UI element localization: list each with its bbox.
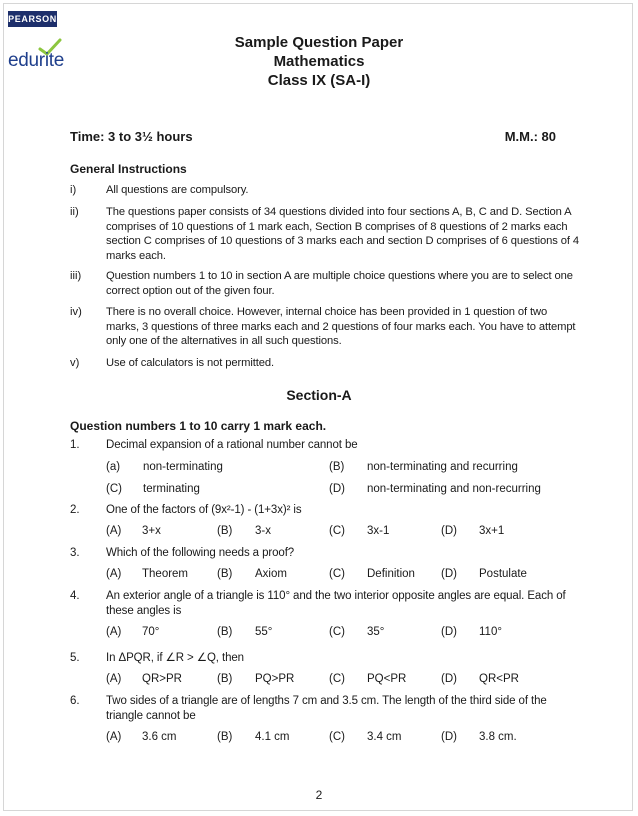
option-label: (A) bbox=[106, 673, 122, 685]
option-label: (B) bbox=[217, 731, 233, 743]
option-label: (D) bbox=[441, 731, 457, 743]
paper-title: Sample Question Paper bbox=[234, 34, 404, 51]
option bbox=[441, 673, 519, 685]
section-heading: Section-A bbox=[286, 387, 352, 403]
instruction-number: iii) bbox=[70, 270, 82, 282]
page-number: 2 bbox=[315, 788, 323, 802]
general-instructions-heading: General Instructions bbox=[70, 162, 187, 176]
section-note: Question numbers 1 to 10 carry 1 mark each. bbox=[70, 419, 327, 433]
option-label: (C) bbox=[329, 673, 345, 685]
question-number: 5. bbox=[70, 652, 80, 664]
option bbox=[329, 568, 415, 580]
question-text: An exterior angle of a triangle is 110° and the two interior opposite angles are equal. Each of these angles is bbox=[106, 590, 566, 617]
instruction-text: Question numbers 1 to 10 in section A are multiple choice questions where you are to select one correct option out of the given four. bbox=[106, 270, 573, 297]
option-value: non-terminating and non-recurring bbox=[367, 483, 541, 495]
option bbox=[441, 731, 517, 743]
option-label: (D) bbox=[441, 673, 457, 685]
option bbox=[106, 731, 177, 743]
option-value: PQ<PR bbox=[367, 673, 407, 685]
instruction-text: The questions paper consists of 34 questions divided into four sections A, B, C and D. Section A comprises of 10 questions of 1 mark each, Section B comprises of 8 questions of 2 marks each section C comprises of 10 questions of 3 marks each and section D comprises of 6 questions of 4 marks each. bbox=[106, 206, 580, 262]
option-value: terminating bbox=[143, 483, 200, 495]
option-value: Postulate bbox=[479, 568, 527, 580]
question-text: One of the factors of (9x²-1) - (1+3x)² is bbox=[106, 504, 302, 516]
instruction-text: There is no overall choice. However, internal choice has been provided in 1 question of two marks, 3 questions of three marks each and 2 questions of four marks each. You have to attempt only one of the alternatives in all such questions. bbox=[106, 306, 576, 347]
option-label: (a) bbox=[106, 461, 121, 473]
option bbox=[329, 626, 385, 638]
option bbox=[106, 525, 161, 537]
option-label: (B) bbox=[217, 568, 233, 580]
paper-titles bbox=[0, 33, 638, 90]
option bbox=[106, 673, 182, 685]
option bbox=[217, 731, 290, 743]
option-value: Theorem bbox=[142, 568, 189, 580]
option-value: 3.8 cm. bbox=[479, 731, 517, 743]
edurite-logo-text: edurite bbox=[8, 50, 64, 71]
option-label: (A) bbox=[106, 568, 122, 580]
page-border bbox=[3, 3, 633, 811]
option-value: 55° bbox=[255, 626, 273, 638]
option-label: (C) bbox=[329, 626, 345, 638]
option-label: (A) bbox=[106, 731, 122, 743]
option-value: Axiom bbox=[255, 568, 287, 580]
option-value: 3-x bbox=[255, 525, 271, 537]
option-value: 3.4 cm bbox=[367, 731, 402, 743]
question-text: In ΔPQR, if ∠R > ∠Q, then bbox=[106, 652, 244, 664]
option bbox=[329, 525, 390, 537]
option bbox=[106, 626, 160, 638]
instruction-text: All questions are compulsory. bbox=[106, 184, 249, 196]
instruction-number: i) bbox=[70, 184, 77, 196]
option bbox=[329, 483, 541, 495]
option-value: non-terminating bbox=[143, 461, 223, 473]
option-label: (B) bbox=[217, 525, 233, 537]
option-value: non-terminating and recurring bbox=[367, 461, 518, 473]
option bbox=[106, 483, 200, 495]
class-title: Class IX (SA-I) bbox=[267, 72, 371, 89]
option-label: (D) bbox=[329, 483, 345, 495]
option bbox=[217, 525, 271, 537]
option bbox=[329, 731, 402, 743]
option-label: (B) bbox=[217, 626, 233, 638]
option-value: QR<PR bbox=[479, 673, 519, 685]
instruction-number: iv) bbox=[70, 306, 82, 318]
option-label: (B) bbox=[329, 461, 345, 473]
option-value: Definition bbox=[367, 568, 415, 580]
option-value: 3+x bbox=[142, 525, 161, 537]
option-value: 70° bbox=[142, 626, 160, 638]
option bbox=[106, 568, 189, 580]
instruction-text: Use of calculators is not permitted. bbox=[106, 357, 275, 369]
time-label: Time: 3 to 3½ hours bbox=[70, 129, 193, 144]
option-value: 35° bbox=[367, 626, 385, 638]
option-value: QR>PR bbox=[142, 673, 182, 685]
option-label: (C) bbox=[329, 525, 345, 537]
question-text: Two sides of a triangle are of lengths 7 cm and 3.5 cm. The length of the third side of the triangle cannot be bbox=[106, 695, 547, 722]
option-label: (A) bbox=[106, 525, 122, 537]
option-value: 4.1 cm bbox=[255, 731, 290, 743]
question-text: Decimal expansion of a rational number cannot be bbox=[106, 439, 358, 451]
question-number: 6. bbox=[70, 695, 80, 707]
subject-title: Mathematics bbox=[273, 53, 365, 70]
option-label: (D) bbox=[441, 568, 457, 580]
max-marks-label: M.M.: 80 bbox=[504, 129, 556, 144]
question-number: 2. bbox=[70, 504, 80, 516]
option-label: (C) bbox=[106, 483, 122, 495]
option bbox=[217, 673, 295, 685]
option-label: (B) bbox=[217, 673, 233, 685]
option bbox=[217, 568, 287, 580]
option-value: PQ>PR bbox=[255, 673, 295, 685]
option-label: (D) bbox=[441, 525, 457, 537]
pearson-logo: PEARSON bbox=[8, 11, 57, 27]
question-number: 3. bbox=[70, 547, 80, 559]
option bbox=[329, 673, 407, 685]
question-text: Which of the following needs a proof? bbox=[106, 547, 295, 559]
option-label: (C) bbox=[329, 568, 345, 580]
option-value: 110° bbox=[479, 626, 502, 638]
option-label: (A) bbox=[106, 626, 122, 638]
option bbox=[106, 461, 223, 473]
option-value: 3.6 cm bbox=[142, 731, 177, 743]
option bbox=[441, 568, 527, 580]
option bbox=[217, 626, 273, 638]
instruction-number: ii) bbox=[70, 206, 79, 218]
question-number: 4. bbox=[70, 590, 80, 602]
instruction-number: v) bbox=[70, 357, 80, 369]
question-number: 1. bbox=[70, 439, 80, 451]
option-value: 3x-1 bbox=[367, 525, 390, 537]
option bbox=[441, 525, 505, 537]
option bbox=[441, 626, 502, 638]
option-value: 3x+1 bbox=[479, 525, 505, 537]
option-label: (D) bbox=[441, 626, 457, 638]
option-label: (C) bbox=[329, 731, 345, 743]
option bbox=[329, 461, 518, 473]
